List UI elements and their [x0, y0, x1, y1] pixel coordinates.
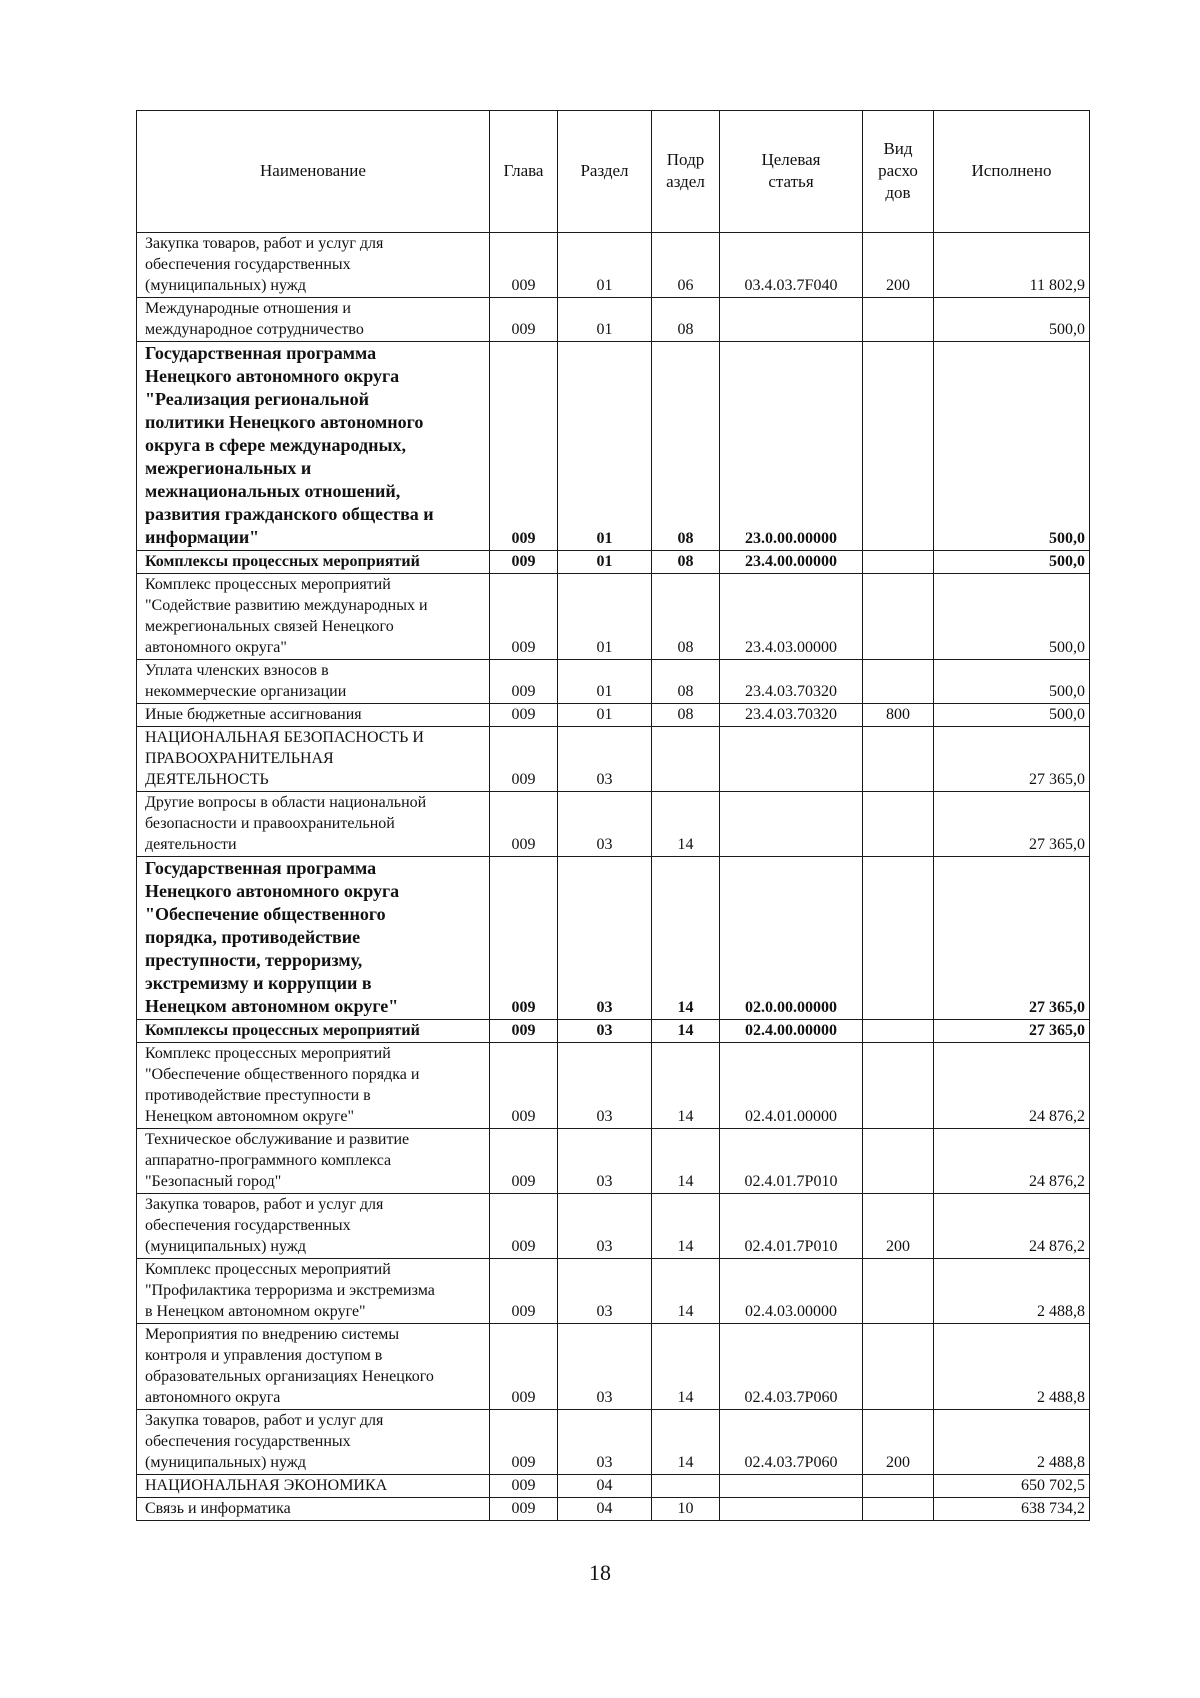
- cell-target-article-text: 02.4.03.7Р060: [744, 1389, 838, 1406]
- cell-subsection: [652, 1324, 720, 1410]
- cell-chapter: [490, 1020, 558, 1043]
- cell-chapter: [490, 857, 558, 1020]
- cell-section-text: 03: [596, 1022, 613, 1039]
- cell-target-article-text: 02.0.00.00000: [745, 999, 837, 1016]
- cell-subsection: [652, 792, 720, 857]
- cell-name: [137, 1020, 490, 1043]
- cell-name: [137, 727, 490, 792]
- table-row: [137, 1410, 1090, 1475]
- cell-subsection-text: 14: [677, 1454, 694, 1471]
- cell-chapter: [490, 1259, 558, 1324]
- cell-executed: [934, 1020, 1090, 1043]
- cell-target-article: [720, 1194, 863, 1259]
- cell-executed-text: 24 876,2: [1029, 1108, 1085, 1125]
- cell-subsection-text: 14: [677, 1173, 694, 1190]
- cell-section-text: 01: [596, 553, 613, 570]
- cell-name-text: Государственная программа Ненецкого автономного округа "Реализация региональной политики Ненецкого автономного округа в сфере международных, межрегиональных и межнациональных отношений, развития гражданского общества и информации": [145, 343, 434, 547]
- cell-chapter-text: 009: [511, 1500, 536, 1517]
- cell-section-text: 04: [596, 1477, 613, 1494]
- cell-name: [137, 233, 490, 298]
- cell-chapter-text: 009: [511, 706, 536, 723]
- cell-target-article: [720, 727, 863, 792]
- cell-chapter-text: 009: [511, 1238, 536, 1255]
- cell-executed-text: 11 802,9: [1029, 277, 1085, 294]
- cell-name-text: Комплексы процессных мероприятий: [145, 553, 420, 570]
- cell-executed-text: 500,0: [1049, 683, 1085, 700]
- table-row: [137, 857, 1090, 1020]
- table-row: [137, 1324, 1090, 1410]
- cell-executed: [934, 1259, 1090, 1324]
- cell-chapter-text: 009: [511, 1454, 536, 1471]
- cell-chapter: [490, 1475, 558, 1498]
- cell-executed: [934, 1324, 1090, 1410]
- cell-target-article: [720, 342, 863, 551]
- cell-chapter: [490, 233, 558, 298]
- cell-target-article: [720, 1020, 863, 1043]
- cell-executed-text: 24 876,2: [1029, 1238, 1085, 1255]
- table-row: [137, 551, 1090, 574]
- cell-expense-type: [863, 857, 934, 1020]
- header-name: Наименование: [137, 111, 490, 233]
- cell-target-article-text: 23.4.03.70320: [745, 706, 837, 723]
- cell-expense-type: [863, 1259, 934, 1324]
- cell-subsection-text: 08: [677, 553, 694, 570]
- cell-executed: [934, 1475, 1090, 1498]
- cell-name: [137, 1410, 490, 1475]
- cell-name-text: Иные бюджетные ассигнования: [145, 706, 362, 723]
- cell-executed: [934, 1410, 1090, 1475]
- cell-subsection: [652, 727, 720, 792]
- cell-section: [558, 727, 652, 792]
- cell-section-text: 03: [596, 1303, 613, 1320]
- cell-executed-text: 27 365,0: [1029, 771, 1085, 788]
- cell-executed: [934, 1043, 1090, 1129]
- cell-expense-type: [863, 792, 934, 857]
- table-row: [137, 233, 1090, 298]
- cell-subsection-text: 14: [677, 836, 694, 853]
- table-row: [137, 792, 1090, 857]
- cell-section: [558, 574, 652, 660]
- cell-executed-text: 500,0: [1049, 553, 1085, 570]
- cell-chapter-text: 009: [511, 530, 536, 547]
- cell-target-article: [720, 233, 863, 298]
- cell-target-article: [720, 574, 863, 660]
- header-section: Раздел: [558, 111, 652, 233]
- cell-chapter: [490, 792, 558, 857]
- cell-section: [558, 233, 652, 298]
- cell-section: [558, 1129, 652, 1194]
- cell-subsection: [652, 298, 720, 342]
- cell-section: [558, 1475, 652, 1498]
- table-row: [137, 1259, 1090, 1324]
- cell-section: [558, 1020, 652, 1043]
- cell-chapter-text: 009: [511, 1108, 536, 1125]
- table-row: [137, 298, 1090, 342]
- cell-subsection: [652, 551, 720, 574]
- cell-subsection: [652, 233, 720, 298]
- cell-chapter: [490, 704, 558, 727]
- cell-executed: [934, 857, 1090, 1020]
- cell-section: [558, 857, 652, 1020]
- cell-section-text: 01: [596, 639, 613, 656]
- cell-name-text: Закупка товаров, работ и услуг для обеспечения государственных (муниципальных) нужд: [145, 1412, 384, 1471]
- cell-section-text: 03: [596, 1173, 613, 1190]
- header-expense-type: Вид расхо дов: [863, 111, 934, 233]
- cell-subsection-text: 08: [677, 706, 694, 723]
- cell-expense-type: [863, 727, 934, 792]
- cell-chapter: [490, 574, 558, 660]
- cell-target-article-text: 03.4.03.7F040: [744, 277, 838, 294]
- cell-executed: [934, 792, 1090, 857]
- cell-subsection: [652, 574, 720, 660]
- cell-target-article: [720, 298, 863, 342]
- cell-name: [137, 1194, 490, 1259]
- cell-subsection-text: 08: [677, 683, 694, 700]
- cell-chapter-text: 009: [511, 771, 536, 788]
- cell-subsection: [652, 1129, 720, 1194]
- cell-expense-type: [863, 704, 934, 727]
- cell-name-text: Комплекс процессных мероприятий "Обеспечение общественного порядка и противодействие преступности в Ненецком автономном округе": [145, 1045, 420, 1125]
- cell-executed-text: 27 365,0: [1029, 999, 1085, 1016]
- cell-name-text: Связь и информатика: [145, 1500, 291, 1517]
- cell-target-article-text: 23.4.03.70320: [745, 683, 837, 700]
- cell-chapter-text: 009: [511, 1173, 536, 1190]
- cell-expense-type-text: 200: [886, 277, 910, 294]
- cell-executed: [934, 660, 1090, 704]
- cell-name: [137, 1498, 490, 1521]
- cell-section-text: 03: [596, 1108, 613, 1125]
- cell-target-article-text: 02.4.01.7Р010: [744, 1238, 838, 1255]
- table-row: [137, 1475, 1090, 1498]
- cell-chapter: [490, 298, 558, 342]
- cell-expense-type: [863, 574, 934, 660]
- cell-chapter: [490, 551, 558, 574]
- cell-name-text: Международные отношения и международное сотрудничество: [145, 300, 364, 338]
- cell-subsection: [652, 1020, 720, 1043]
- cell-name: [137, 551, 490, 574]
- table-row: [137, 727, 1090, 792]
- cell-chapter: [490, 1129, 558, 1194]
- cell-chapter: [490, 1324, 558, 1410]
- cell-target-article-text: 23.0.00.00000: [745, 530, 837, 547]
- cell-target-article-text: 02.4.01.00000: [745, 1108, 837, 1125]
- page-number: 18: [589, 1560, 611, 1585]
- cell-expense-type: [863, 1324, 934, 1410]
- cell-executed: [934, 1129, 1090, 1194]
- cell-executed: [934, 1194, 1090, 1259]
- cell-chapter-text: 009: [511, 1477, 536, 1494]
- cell-name: [137, 298, 490, 342]
- cell-name: [137, 1324, 490, 1410]
- cell-section-text: 03: [596, 836, 613, 853]
- cell-target-article: [720, 1410, 863, 1475]
- cell-expense-type: [863, 1043, 934, 1129]
- cell-executed-text: 27 365,0: [1029, 1022, 1085, 1039]
- cell-section: [558, 1259, 652, 1324]
- cell-section: [558, 1498, 652, 1521]
- cell-section: [558, 298, 652, 342]
- cell-expense-type-text: 200: [886, 1238, 910, 1255]
- cell-expense-type-text: 200: [886, 1454, 910, 1471]
- table-row: [137, 660, 1090, 704]
- cell-chapter-text: 009: [511, 1303, 536, 1320]
- cell-subsection-text: 08: [677, 321, 694, 338]
- cell-name: [137, 1129, 490, 1194]
- cell-executed-text: 2 488,8: [1037, 1389, 1085, 1406]
- cell-target-article: [720, 792, 863, 857]
- cell-target-article: [720, 551, 863, 574]
- cell-expense-type-text: 800: [886, 706, 910, 723]
- cell-expense-type: [863, 551, 934, 574]
- header-executed: Исполнено: [934, 111, 1090, 233]
- cell-name: [137, 857, 490, 1020]
- cell-name: [137, 1043, 490, 1129]
- table-row: [137, 574, 1090, 660]
- table-row: [137, 342, 1090, 551]
- cell-chapter-text: 009: [511, 999, 536, 1016]
- cell-section: [558, 704, 652, 727]
- cell-name-text: Другие вопросы в области национальной безопасности и правоохранительной деятельности: [145, 794, 427, 853]
- cell-executed-text: 500,0: [1049, 706, 1085, 723]
- cell-subsection: [652, 1498, 720, 1521]
- cell-target-article: [720, 1043, 863, 1129]
- cell-subsection: [652, 1194, 720, 1259]
- cell-subsection: [652, 1475, 720, 1498]
- cell-chapter-text: 009: [511, 321, 536, 338]
- cell-name-text: Комплекс процессных мероприятий "Профилактика терроризма и экстремизма в Ненецком автономном округе": [145, 1261, 435, 1320]
- cell-subsection-text: 14: [677, 1303, 694, 1320]
- cell-executed-text: 500,0: [1049, 530, 1085, 547]
- cell-section: [558, 792, 652, 857]
- cell-executed: [934, 342, 1090, 551]
- cell-chapter-text: 009: [511, 683, 536, 700]
- cell-name-text: Государственная программа Ненецкого автономного округа "Обеспечение общественного порядка, противодействие преступности, терроризму, экстремизму и коррупции в Ненецком автономном округе": [145, 858, 400, 1016]
- cell-executed: [934, 704, 1090, 727]
- cell-subsection-text: 14: [677, 1389, 694, 1406]
- cell-chapter: [490, 1410, 558, 1475]
- cell-section: [558, 1043, 652, 1129]
- cell-name-text: Комплекс процессных мероприятий "Содействие развитию международных и межрегиональных связей Ненецкого автономного округа": [145, 576, 428, 656]
- cell-subsection: [652, 1410, 720, 1475]
- cell-target-article-text: 02.4.03.00000: [745, 1303, 837, 1320]
- cell-name-text: Техническое обслуживание и развитие аппаратно-программного комплекса "Безопасный город": [145, 1131, 410, 1190]
- cell-name: [137, 792, 490, 857]
- cell-executed-text: 27 365,0: [1029, 836, 1085, 853]
- cell-subsection-text: 14: [677, 1108, 694, 1125]
- cell-section-text: 03: [596, 1238, 613, 1255]
- cell-target-article-text: 02.4.00.00000: [745, 1022, 837, 1039]
- cell-expense-type: [863, 1194, 934, 1259]
- cell-subsection: [652, 857, 720, 1020]
- cell-executed: [934, 1498, 1090, 1521]
- cell-target-article: [720, 1498, 863, 1521]
- cell-name-text: Закупка товаров, работ и услуг для обеспечения государственных (муниципальных) нужд: [145, 235, 384, 294]
- cell-subsection-text: 14: [677, 999, 694, 1016]
- cell-section: [558, 1194, 652, 1259]
- table-row: [137, 1020, 1090, 1043]
- cell-target-article: [720, 704, 863, 727]
- cell-section: [558, 1410, 652, 1475]
- table-row: [137, 1498, 1090, 1521]
- cell-chapter: [490, 1043, 558, 1129]
- cell-subsection: [652, 660, 720, 704]
- cell-executed-text: 650 702,5: [1021, 1477, 1085, 1494]
- cell-section-text: 03: [596, 771, 613, 788]
- cell-target-article-text: 23.4.03.00000: [745, 639, 837, 656]
- cell-target-article-text: 23.4.00.00000: [745, 553, 837, 570]
- cell-expense-type: [863, 298, 934, 342]
- cell-section-text: 03: [596, 999, 613, 1016]
- table-row: [137, 704, 1090, 727]
- cell-executed: [934, 298, 1090, 342]
- cell-section-text: 01: [596, 706, 613, 723]
- cell-executed-text: 2 488,8: [1037, 1303, 1085, 1320]
- cell-name: [137, 574, 490, 660]
- cell-name: [137, 1259, 490, 1324]
- cell-section: [558, 660, 652, 704]
- cell-name: [137, 704, 490, 727]
- cell-executed-text: 24 876,2: [1029, 1173, 1085, 1190]
- cell-section-text: 01: [596, 321, 613, 338]
- cell-expense-type: [863, 1129, 934, 1194]
- cell-chapter-text: 009: [511, 836, 536, 853]
- cell-subsection: [652, 342, 720, 551]
- cell-target-article: [720, 1129, 863, 1194]
- cell-section-text: 01: [596, 530, 613, 547]
- table-header-row: [137, 111, 1090, 233]
- cell-subsection-text: 08: [677, 530, 694, 547]
- cell-chapter-text: 009: [511, 553, 536, 570]
- cell-name-text: НАЦИОНАЛЬНАЯ БЕЗОПАСНОСТЬ И ПРАВООХРАНИТЕЛЬНАЯ ДЕЯТЕЛЬНОСТЬ: [145, 729, 424, 788]
- cell-expense-type: [863, 1410, 934, 1475]
- table-row: [137, 1194, 1090, 1259]
- cell-executed-text: 500,0: [1049, 321, 1085, 338]
- cell-expense-type: [863, 1475, 934, 1498]
- cell-subsection-text: 14: [677, 1022, 694, 1039]
- cell-chapter-text: 009: [511, 639, 536, 656]
- cell-chapter: [490, 342, 558, 551]
- cell-name-text: НАЦИОНАЛЬНАЯ ЭКОНОМИКА: [145, 1477, 388, 1494]
- cell-section-text: 01: [596, 277, 613, 294]
- cell-section: [558, 342, 652, 551]
- cell-executed-text: 638 734,2: [1021, 1500, 1085, 1517]
- header-target-article: Целевая статья: [720, 111, 863, 233]
- table-row: [137, 1129, 1090, 1194]
- cell-chapter-text: 009: [511, 277, 536, 294]
- cell-subsection: [652, 704, 720, 727]
- cell-expense-type: [863, 1020, 934, 1043]
- cell-subsection-text: 06: [677, 277, 694, 294]
- table-body: [137, 233, 1090, 1521]
- cell-executed-text: 2 488,8: [1037, 1454, 1085, 1471]
- cell-name-text: Комплексы процессных мероприятий: [145, 1022, 420, 1039]
- cell-section-text: 04: [596, 1500, 613, 1517]
- cell-target-article: [720, 1324, 863, 1410]
- cell-executed: [934, 233, 1090, 298]
- cell-expense-type: [863, 233, 934, 298]
- cell-name-text: Мероприятия по внедрению системы контроля и управления доступом в образовательных организациях Ненецкого автономного округа: [145, 1326, 434, 1406]
- cell-target-article: [720, 1259, 863, 1324]
- header-subsection: Подр аздел: [652, 111, 720, 233]
- cell-name: [137, 660, 490, 704]
- cell-subsection-text: 10: [677, 1500, 694, 1517]
- cell-target-article-text: 02.4.03.7Р060: [744, 1454, 838, 1471]
- cell-target-article: [720, 1475, 863, 1498]
- cell-subsection: [652, 1259, 720, 1324]
- cell-subsection-text: 14: [677, 1238, 694, 1255]
- budget-execution-table: [136, 110, 1090, 1521]
- cell-expense-type: [863, 660, 934, 704]
- cell-executed: [934, 574, 1090, 660]
- cell-executed: [934, 551, 1090, 574]
- cell-target-article: [720, 857, 863, 1020]
- cell-section: [558, 1324, 652, 1410]
- cell-chapter: [490, 1194, 558, 1259]
- cell-chapter: [490, 660, 558, 704]
- table-row: [137, 1043, 1090, 1129]
- cell-subsection-text: 08: [677, 639, 694, 656]
- cell-chapter-text: 009: [511, 1022, 536, 1039]
- cell-expense-type: [863, 342, 934, 551]
- cell-name: [137, 342, 490, 551]
- cell-name: [137, 1475, 490, 1498]
- cell-subsection: [652, 1043, 720, 1129]
- cell-executed-text: 500,0: [1049, 639, 1085, 656]
- cell-chapter: [490, 1498, 558, 1521]
- cell-name-text: Уплата членских взносов в некоммерческие организации: [145, 662, 347, 700]
- cell-target-article-text: 02.4.01.7Р010: [744, 1173, 838, 1190]
- cell-section-text: 03: [596, 1454, 613, 1471]
- header-chapter: Глава: [490, 111, 558, 233]
- cell-target-article: [720, 660, 863, 704]
- cell-section-text: 01: [596, 683, 613, 700]
- cell-section: [558, 551, 652, 574]
- cell-chapter-text: 009: [511, 1389, 536, 1406]
- cell-section-text: 03: [596, 1389, 613, 1406]
- cell-name-text: Закупка товаров, работ и услуг для обеспечения государственных (муниципальных) нужд: [145, 1196, 384, 1255]
- cell-executed: [934, 727, 1090, 792]
- cell-chapter: [490, 727, 558, 792]
- cell-expense-type: [863, 1498, 934, 1521]
